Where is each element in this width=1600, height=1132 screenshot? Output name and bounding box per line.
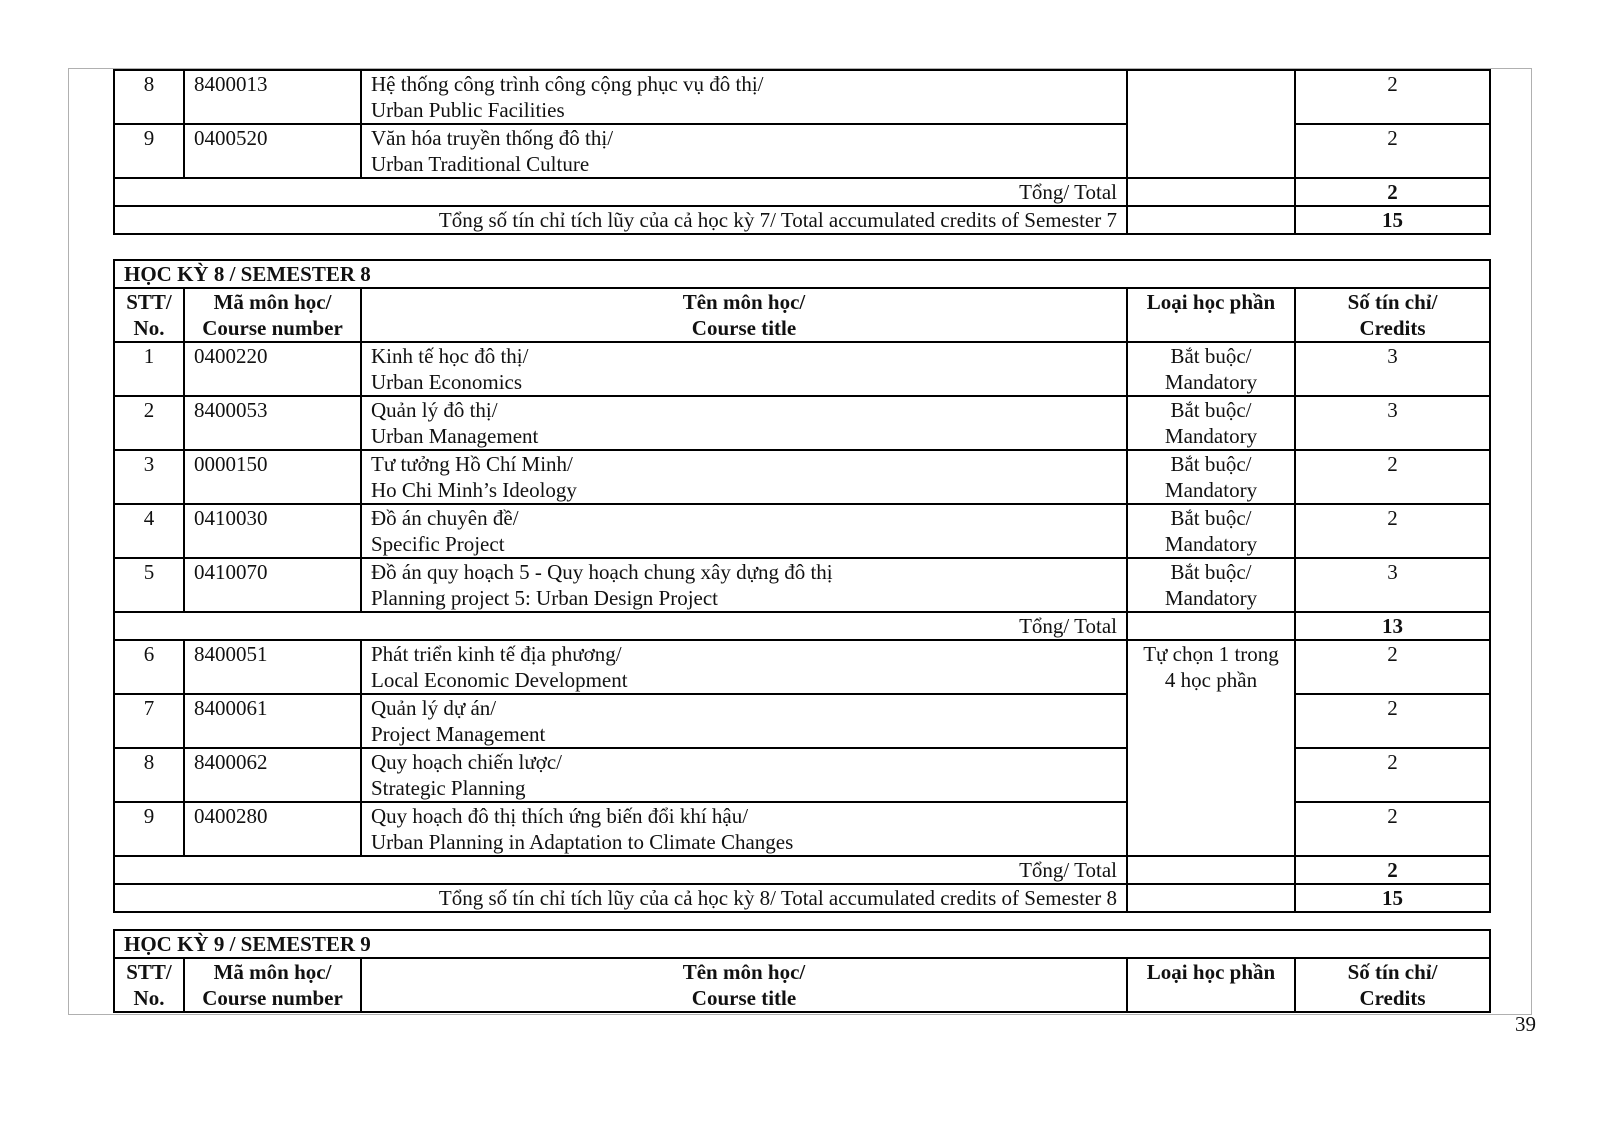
course-credits: 2	[1295, 640, 1490, 694]
course-title	[361, 802, 1127, 856]
header-credits	[1295, 288, 1490, 342]
course-type	[1127, 558, 1295, 612]
course-credits: 2	[1295, 748, 1490, 802]
course-title	[361, 450, 1127, 504]
row-number: 7	[114, 694, 184, 748]
page-number: 39	[1515, 1012, 1536, 1036]
course-type-vi: Bắt buộc/	[1170, 344, 1252, 368]
table-row	[114, 450, 1490, 504]
elective-type	[1127, 640, 1295, 856]
header-credits-vi: Số tín chỉ/	[1347, 290, 1438, 314]
course-title-en: Strategic Planning	[371, 776, 526, 800]
course-title	[361, 558, 1127, 612]
course-credits: 2	[1295, 124, 1490, 178]
row-number: 6	[114, 640, 184, 694]
course-title-en: Specific Project	[371, 532, 505, 556]
header-no-en: No.	[133, 986, 165, 1010]
header-credits	[1295, 958, 1490, 1012]
total-row	[114, 178, 1490, 206]
course-code: 8400053	[184, 396, 361, 450]
course-type	[1127, 504, 1295, 558]
course-code: 0000150	[184, 450, 361, 504]
course-title	[361, 70, 1127, 124]
total-value: 13	[1295, 612, 1490, 640]
course-title-vi: Hệ thống công trình công cộng phục vụ đô thị/	[371, 72, 764, 96]
table-row	[114, 504, 1490, 558]
course-code: 8400013	[184, 70, 361, 124]
course-type-en: Mandatory	[1164, 424, 1258, 448]
header-credits-en: Credits	[1359, 986, 1426, 1010]
course-title-vi: Quản lý dự án/	[371, 696, 497, 720]
header-credits-vi: Số tín chỉ/	[1347, 960, 1438, 984]
elective-type-line1: Tự chọn 1 trong	[1143, 642, 1279, 666]
course-title	[361, 396, 1127, 450]
course-type-vi: Bắt buộc/	[1170, 398, 1252, 422]
semester-7-table	[113, 69, 1491, 235]
course-title-vi: Tư tưởng Hồ Chí Minh/	[371, 452, 573, 476]
total-row	[114, 856, 1490, 884]
course-title-vi: Đồ án chuyên đề/	[371, 506, 519, 530]
course-title-en: Local Economic Development	[371, 668, 628, 692]
header-code-en: Course number	[202, 316, 343, 340]
course-title	[361, 640, 1127, 694]
course-title-en: Urban Public Facilities	[371, 98, 565, 122]
course-title	[361, 342, 1127, 396]
header-code	[184, 288, 361, 342]
header-no-vi: STT/	[126, 290, 172, 314]
header-code-vi: Mã môn học/	[213, 960, 332, 984]
header-title	[361, 958, 1127, 1012]
course-credits: 2	[1295, 694, 1490, 748]
row-number: 4	[114, 504, 184, 558]
elective-type-line2: 4 học phần	[1164, 668, 1258, 692]
course-code: 8400061	[184, 694, 361, 748]
course-title-vi: Quy hoạch đô thị thích ứng biến đổi khí hậu/	[371, 804, 749, 828]
header-code-en: Course number	[202, 986, 343, 1010]
course-credits: 2	[1295, 504, 1490, 558]
course-title-vi: Quản lý đô thị/	[371, 398, 498, 422]
row-number: 9	[114, 802, 184, 856]
total-label: Tổng/ Total	[114, 612, 1127, 640]
header-title-en: Course title	[691, 986, 797, 1010]
semester-title: HỌC KỲ 9 / SEMESTER 9	[114, 930, 1490, 958]
header-code	[184, 958, 361, 1012]
course-title-vi: Đồ án quy hoạch 5 - Quy hoạch chung xây dựng đô thị	[371, 560, 833, 584]
course-type-en: Mandatory	[1164, 370, 1258, 394]
header-type: Loại học phần	[1127, 288, 1295, 342]
course-title-en: Urban Economics	[371, 370, 523, 394]
header-code-vi: Mã môn học/	[213, 290, 332, 314]
course-type-en: Mandatory	[1164, 478, 1258, 502]
course-type-vi: Bắt buộc/	[1170, 560, 1252, 584]
header-type: Loại học phần	[1127, 958, 1295, 1012]
accumulated-label: Tổng số tín chỉ tích lũy của cả học kỳ 8/ Total accumulated credits of Semester 8	[114, 884, 1127, 912]
accumulated-value: 15	[1295, 884, 1490, 912]
accumulated-label: Tổng số tín chỉ tích lũy của cả học kỳ 7/ Total accumulated credits of Semester 7	[114, 206, 1127, 234]
course-title	[361, 748, 1127, 802]
row-number: 8	[114, 70, 184, 124]
course-title	[361, 694, 1127, 748]
course-type	[1127, 342, 1295, 396]
row-number: 5	[114, 558, 184, 612]
course-type	[1127, 70, 1295, 178]
total-label: Tổng/ Total	[114, 178, 1127, 206]
course-credits: 2	[1295, 450, 1490, 504]
header-row	[114, 288, 1490, 342]
course-code: 0410030	[184, 504, 361, 558]
total-value: 2	[1295, 856, 1490, 884]
accumulated-value: 15	[1295, 206, 1490, 234]
semester-9-table	[113, 929, 1491, 1013]
course-credits: 3	[1295, 396, 1490, 450]
row-number: 8	[114, 748, 184, 802]
accumulated-row	[114, 884, 1490, 912]
course-title-vi: Văn hóa truyền thống đô thị/	[371, 126, 614, 150]
header-title-en: Course title	[691, 316, 797, 340]
semester-heading-row	[114, 930, 1490, 958]
course-credits: 2	[1295, 70, 1490, 124]
course-title-en: Planning project 5: Urban Design Project	[371, 586, 719, 610]
table-row	[114, 640, 1490, 694]
course-title-en: Ho Chi Minh’s Ideology	[371, 478, 577, 502]
course-code: 0410070	[184, 558, 361, 612]
course-code: 0400520	[184, 124, 361, 178]
total-label: Tổng/ Total	[114, 856, 1127, 884]
course-title-en: Urban Management	[371, 424, 539, 448]
course-credits: 3	[1295, 558, 1490, 612]
semester-title: HỌC KỲ 8 / SEMESTER 8	[114, 260, 1490, 288]
course-title-en: Urban Traditional Culture	[371, 152, 590, 176]
course-title-en: Urban Planning in Adaptation to Climate Changes	[371, 830, 794, 854]
total-value: 2	[1295, 178, 1490, 206]
row-number: 1	[114, 342, 184, 396]
course-credits: 2	[1295, 802, 1490, 856]
course-code: 8400062	[184, 748, 361, 802]
course-title	[361, 504, 1127, 558]
header-title-vi: Tên môn học/	[682, 960, 806, 984]
row-number: 9	[114, 124, 184, 178]
course-type	[1127, 450, 1295, 504]
course-code: 0400220	[184, 342, 361, 396]
course-title-en: Project Management	[371, 722, 546, 746]
header-title-vi: Tên môn học/	[682, 290, 806, 314]
header-row	[114, 958, 1490, 1012]
course-type-vi: Bắt buộc/	[1170, 506, 1252, 530]
course-type-en: Mandatory	[1164, 586, 1258, 610]
table-row	[114, 70, 1490, 124]
accumulated-row	[114, 206, 1490, 234]
total-row	[114, 612, 1490, 640]
header-title	[361, 288, 1127, 342]
course-type-vi: Bắt buộc/	[1170, 452, 1252, 476]
course-code: 8400051	[184, 640, 361, 694]
header-no	[114, 288, 184, 342]
table-row	[114, 342, 1490, 396]
course-type	[1127, 396, 1295, 450]
row-number: 2	[114, 396, 184, 450]
course-title-vi: Kinh tế học đô thị/	[371, 344, 529, 368]
table-row	[114, 558, 1490, 612]
semester-8-table	[113, 259, 1491, 913]
table-row	[114, 396, 1490, 450]
row-number: 3	[114, 450, 184, 504]
header-no-en: No.	[133, 316, 165, 340]
semester-heading-row	[114, 260, 1490, 288]
header-no-vi: STT/	[126, 960, 172, 984]
header-credits-en: Credits	[1359, 316, 1426, 340]
course-title	[361, 124, 1127, 178]
course-credits: 3	[1295, 342, 1490, 396]
course-code: 0400280	[184, 802, 361, 856]
course-title-vi: Phát triển kinh tế địa phương/	[371, 642, 622, 666]
course-type-en: Mandatory	[1164, 532, 1258, 556]
course-title-vi: Quy hoạch chiến lược/	[371, 750, 563, 774]
header-no	[114, 958, 184, 1012]
